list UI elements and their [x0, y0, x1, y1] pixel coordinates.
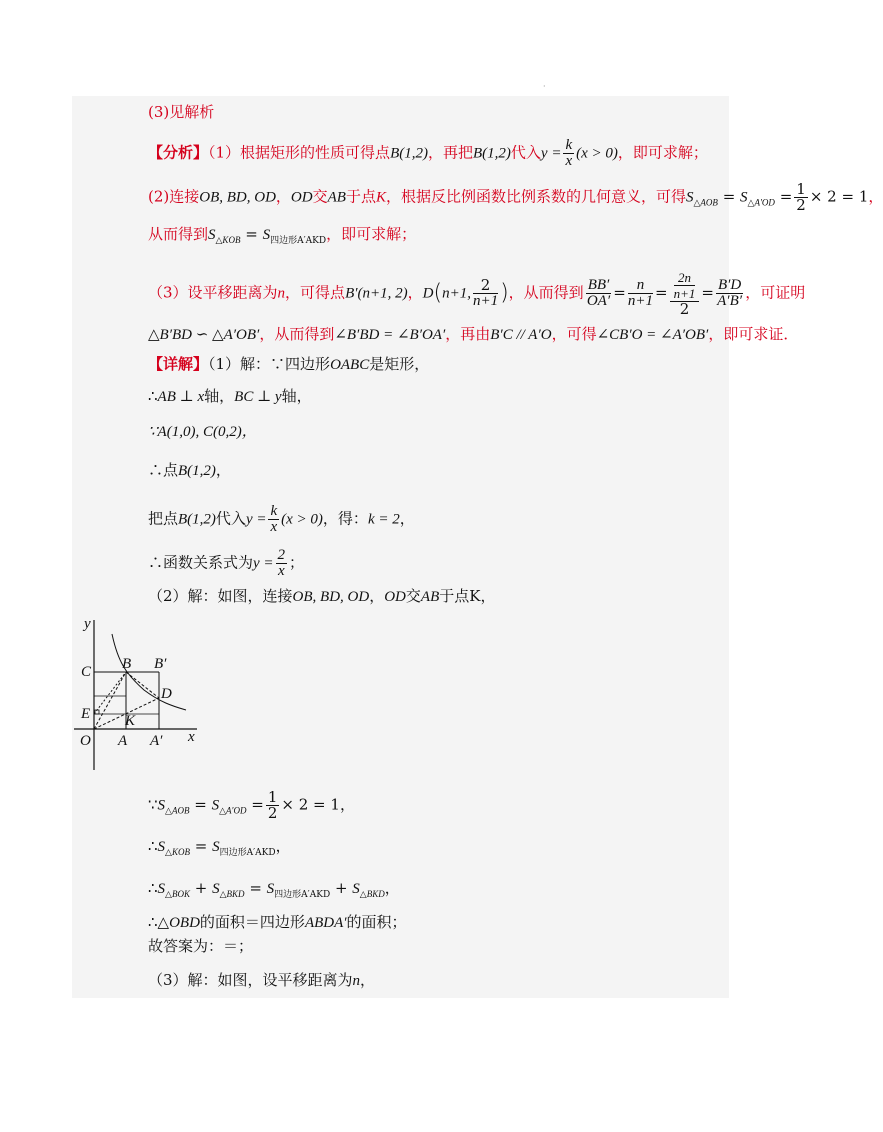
label-C: C	[81, 664, 92, 680]
analysis-line-3: 从而得到$S_{\triangle KOB} = S_{四边形A'AKD}$，即可求解；	[148, 225, 417, 246]
fraction-one-half: $\frac{1}{2}$	[796, 180, 806, 214]
solution-line-13: （3）解：如图，设平移距离为n，	[148, 971, 376, 989]
segment-BD	[126, 672, 159, 698]
label-Ap: A′	[150, 733, 163, 749]
label-K: K	[125, 713, 136, 729]
fraction-complex: $\frac{\frac{2n}{n+1}}{2}$	[670, 270, 700, 317]
solution-line-6: ∴函数关系式为y = $\frac{2}{x}$ ；	[148, 547, 305, 579]
solution-line-7: （2）解：如图，连接OB, BD, OD，OD交AB于点K，	[148, 587, 496, 605]
analysis-line-2: (2)连接OB, BD, OD，OD交AB于点K，根据反比例函数比例系数的几何意义，可得$S_{\triangle AOB} = S_{\triangle A'OD}$ = $\frac{1}{2}$ × 2 = 1，	[148, 180, 883, 214]
solution-line-2: ∴AB ⊥ x轴，BC ⊥ y轴，	[148, 387, 312, 405]
fraction-n-n1: $\frac{n}{n+1}$	[627, 277, 653, 309]
solution-line-5: 把点B(1,2)代入y = $\frac{k}{x}$ (x > 0)，得：k = 2，	[148, 503, 415, 535]
solution-line-9: $\therefore S_{\triangle KOB} = S_{四边形A'AKD}$，	[148, 837, 291, 858]
solution-line-10: $\therefore S_{\triangle BOK} + S_{\triangle BKD} = S_{四边形A'AKD} + S_{\triangle BKD}$，	[148, 879, 400, 900]
segment-OB	[94, 672, 126, 729]
label-A: A	[118, 733, 128, 749]
label-B: B	[122, 656, 132, 672]
solution-line-8: $\because S_{\triangle AOB} = S_{\triangle A'OD}$ = $\frac{1}{2}$ × 2 = 1，	[148, 788, 355, 822]
content-panel	[72, 96, 883, 998]
fraction-two-over-n1: $\frac{2}{n+1}$	[472, 276, 499, 309]
label-E: E	[81, 706, 91, 722]
fenxi-tag: 【分析】	[148, 143, 209, 162]
analysis-line-5: △B′BD ∽ △A′OB′，从而得到∠B′BD = ∠B′OA′，再由B′C // A′O，可得∠CB′O = ∠A′OB′，即可求证．	[148, 325, 799, 343]
solution-line-3: ∵A(1,0), C(0,2)，	[148, 424, 257, 440]
solution-line-1: 【详解】（1）解：∵四边形OABC是矩形，	[148, 355, 430, 373]
solution-line-12: 故答案为：＝；	[148, 937, 254, 955]
label-Bp: B′	[154, 656, 167, 672]
coordinate-figure	[72, 612, 212, 772]
fraction-bd-ab: $\frac{B'D}{A'B'}$	[717, 277, 743, 309]
label-O: O	[80, 733, 91, 749]
dot-mark: ·	[543, 82, 546, 91]
answer-heading: (3)见解析	[148, 103, 215, 121]
label-x: x	[188, 729, 195, 745]
analysis-line-4: （3）设平移距离为n，可得点B′(n+1, 2)，D(n+1, $\frac{2}{n+1}$ )，从而得到 $\frac{BB'}{OA'}$ = $\frac{n}{n+1}$ = $\frac{\frac{2n}{n+1}}{2}$ = $\frac{B'D}{A'B'}$ ，可证明	[148, 270, 806, 318]
solution-line-11: ∴△OBD的面积＝四边形ABDA′的面积；	[148, 913, 407, 931]
solution-line-4: ∴点B(1,2)，	[148, 461, 231, 479]
analysis-line-1: 【分析】（1）根据矩形的性质可得点B(1,2)，再把B(1,2)代入y = $\frac{k}{x}$ (x > 0)，即可求解；	[148, 137, 708, 169]
segment-EB	[94, 672, 126, 714]
label-y: y	[84, 616, 91, 632]
label-D: D	[161, 686, 172, 702]
fraction-bb-oa: $\frac{BB'}{OA'}$	[586, 277, 611, 309]
fraction-k-over-x: $\frac{k}{x}$	[565, 137, 573, 169]
xiangjie-tag: 【详解】	[148, 355, 209, 373]
